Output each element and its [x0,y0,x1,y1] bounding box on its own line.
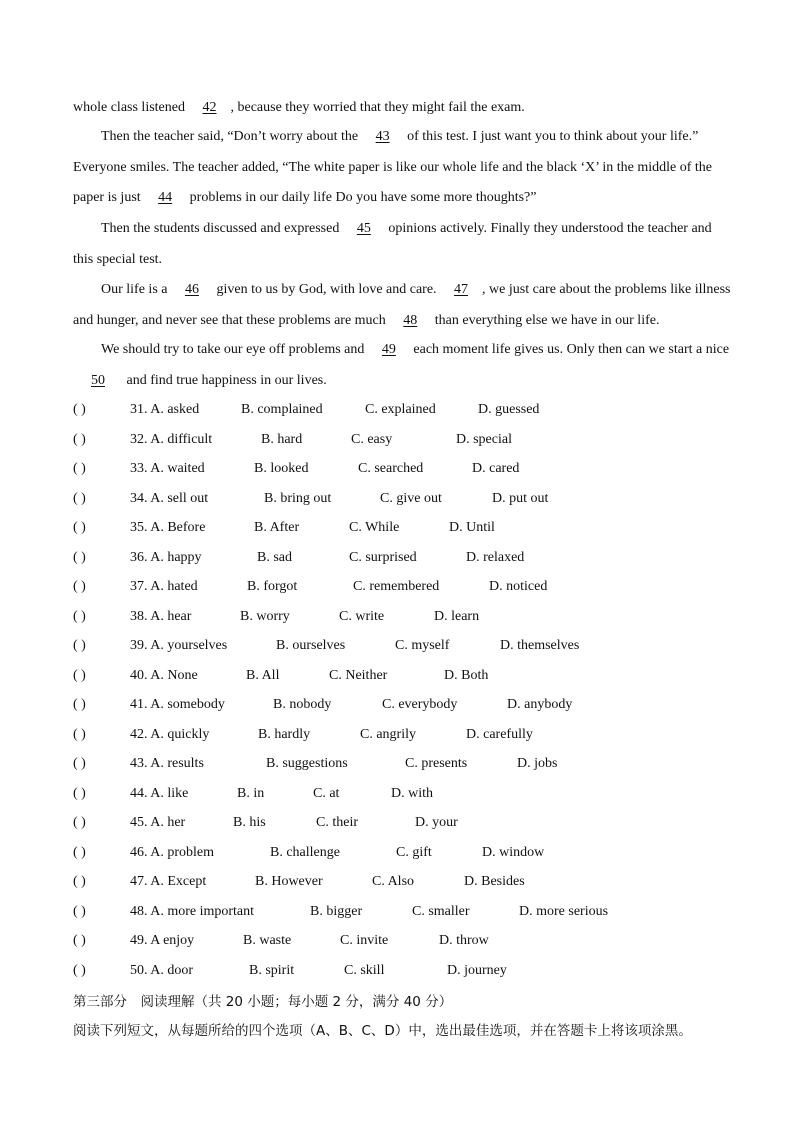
answer-paren: ( ) [73,549,86,565]
option-a: 42. A. quickly [130,726,210,742]
passage-text: problems in our daily life Do you have some more thoughts?” [186,190,537,205]
option-b: B. forgot [247,579,298,594]
blank-48: 48 [403,312,418,328]
passage-text: and find true happiness in our lives. [123,372,327,388]
option-d: D. learn [434,608,480,624]
option-d: D. window [482,844,545,860]
option-d: D. Both [444,667,489,683]
answer-paren: ( ) [73,520,86,535]
option-a: 32. A. difficult [130,431,213,447]
option-d: D. journey [447,962,507,978]
answer-paren: ( ) [73,461,86,476]
blank-45: 45 [356,221,371,236]
option-c: C. write [339,608,385,624]
passage-text: of this test. I just want you to think about your life.” Everyone smiles. The teacher added, “The white paper is like our whole life and the black ‘X’ in the middle of the paper is just [73,129,712,205]
option-b: B. bring out [264,490,332,506]
option-d: D. your [415,815,458,830]
option-b: B. hardly [258,726,311,742]
option-b: B. looked [254,461,309,476]
option-c: C. everybody [382,697,458,712]
section-heading: 第三部分 阅读理解（共 20 小题；每小题 2 分，满分 40 分） [73,994,453,1010]
option-d: D. with [391,785,433,801]
option-a: 33. A. waited [130,461,205,476]
option-a: 40. A. None [130,667,198,683]
option-b: B. waste [243,933,292,948]
blank-44: 44 [158,190,173,205]
option-d: D. carefully [466,726,533,742]
option-b: B. hard [261,431,303,447]
passage-text: opinions actively. Finally they understood the teacher and this special test. [73,221,712,267]
option-b: B. sad [257,549,292,565]
passage-paragraph-5 [73,335,733,396]
option-d: D. Besides [464,874,525,889]
blank-43: 43 [375,129,390,144]
option-c: C. surprised [349,549,417,565]
passage-text: each moment life gives us. Only then can we start a nice [409,342,730,357]
option-b: B. However [255,874,323,889]
option-b: B. challenge [270,844,340,860]
option-c: C. smaller [412,903,470,919]
answer-paren: ( ) [73,756,86,771]
passage-paragraph-4 [73,275,733,336]
option-d: D. throw [439,933,489,948]
option-c: C. their [316,815,358,830]
option-a: 39. A. yourselves [130,638,228,653]
passage-text: Then the teacher said, “Don’t worry about the [101,129,362,144]
answer-paren: ( ) [73,726,86,742]
option-c: C. at [313,785,340,801]
section-instruction: 阅读下列短文，从每题所给的四个选项（A、B、C、D）中，选出最佳选项，并在答题卡上将该项涂黑。 [73,1023,692,1039]
answer-paren: ( ) [73,962,86,978]
answer-paren: ( ) [73,402,86,417]
blank-46: 46 [184,282,199,297]
option-d: D. guessed [478,402,540,417]
option-d: D. special [456,431,512,447]
blank-42: 42 [202,100,217,115]
option-c: C. angrily [360,726,416,742]
option-b: B. After [254,520,300,535]
option-a: 38. A. hear [130,608,192,624]
option-a: 37. A. hated [130,579,198,594]
answer-paren: ( ) [73,579,86,594]
option-c: C. remembered [353,579,440,594]
option-d: D. jobs [517,756,558,771]
option-c: C. searched [358,461,424,476]
option-b: B. his [233,815,266,830]
option-c: C. give out [380,490,442,506]
option-d: D. anybody [507,697,573,712]
blank-50: 50 [91,372,105,388]
passage-text: Then the students discussed and expressed [101,221,343,236]
option-b: B. ourselves [276,638,346,653]
option-a: 41. A. somebody [130,697,225,712]
option-d: D. cared [472,461,520,476]
passage-paragraph-3 [73,214,733,275]
answer-paren: ( ) [73,933,86,948]
option-c: C. invite [340,933,389,948]
answer-paren: ( ) [73,667,86,683]
option-c: C. easy [351,431,393,447]
option-d: D. themselves [500,638,580,653]
option-a: 44. A. like [130,785,189,801]
answer-paren: ( ) [73,815,86,830]
answer-paren: ( ) [73,490,86,506]
option-c: C. explained [365,402,436,417]
answer-paren: ( ) [73,431,86,447]
option-a: 34. A. sell out [130,490,209,506]
answer-paren: ( ) [73,903,86,919]
option-b: B. worry [240,608,290,624]
option-d: D. noticed [489,579,548,594]
option-c: C. skill [344,962,385,978]
option-c: C. gift [396,844,432,860]
option-b: B. bigger [310,903,363,919]
option-c: C. While [349,520,400,535]
answer-paren: ( ) [73,608,86,624]
option-a: 36. A. happy [130,549,202,565]
passage-text: We should try to take our eye off problems and [101,342,368,357]
option-b: B. nobody [273,697,332,712]
option-b: B. spirit [249,962,295,978]
answer-paren: ( ) [73,874,86,889]
option-c: C. Also [372,874,415,889]
option-c: C. Neither [329,667,388,683]
option-b: B. suggestions [266,756,348,771]
passage-paragraph-1 [73,93,733,124]
passage-text: , because they worried that they might fail the exam. [230,100,525,115]
option-b: B. complained [241,402,323,417]
passage-text: Our life is a [101,282,171,297]
option-a: 43. A. results [130,756,204,771]
answer-paren: ( ) [73,638,86,653]
option-a: 49. A enjoy [130,933,195,948]
passage-text: than everything else we have in our life. [431,312,660,328]
answer-paren: ( ) [73,785,86,801]
passage-text: whole class listened [73,100,189,115]
blank-49: 49 [381,342,396,357]
option-a: 47. A. Except [130,874,207,889]
option-a: 31. A. asked [130,402,200,417]
option-d: D. Until [449,520,495,535]
passage-paragraph-2 [73,122,733,214]
option-a: 48. A. more important [130,903,255,919]
option-b: B. in [237,785,265,801]
option-a: 50. A. door [130,962,193,978]
passage-text: given to us by God, with love and care. [212,282,441,297]
option-c: C. presents [405,756,468,771]
option-a: 46. A. problem [130,844,214,860]
option-a: 35. A. Before [130,520,206,535]
option-d: D. put out [492,490,549,506]
option-a: 45. A. her [130,815,186,830]
blank-47: 47 [454,282,469,297]
answer-paren: ( ) [73,844,86,860]
option-d: D. relaxed [466,549,525,565]
option-b: B. All [246,667,280,683]
answer-paren: ( ) [73,697,86,712]
passage-text: , we just care about the problems like illness and hunger, and never see that these problems are much [73,282,731,328]
option-d: D. more serious [519,903,609,919]
option-c: C. myself [395,638,450,653]
